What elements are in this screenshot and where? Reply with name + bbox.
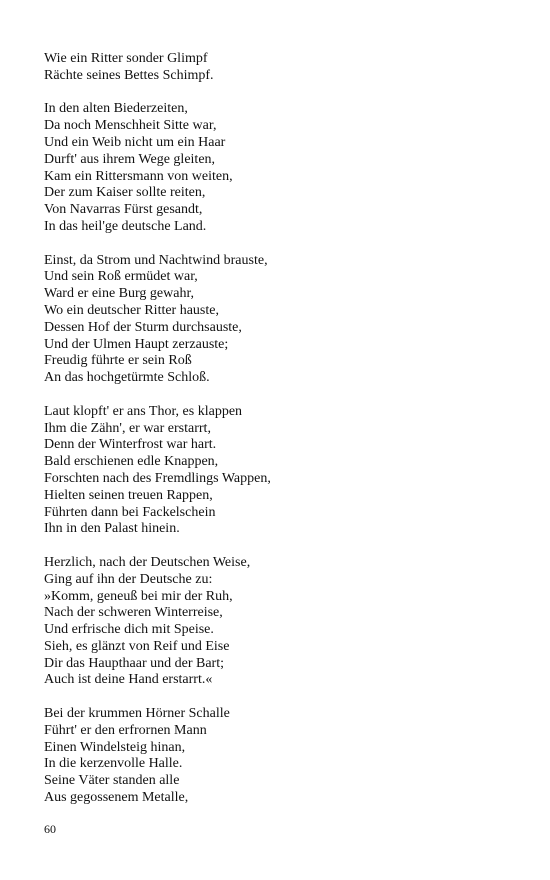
verse-line: Und erfrische dich mit Speise. — [44, 622, 214, 638]
verse-line: Bald erschienen edle Knappen, — [44, 454, 219, 470]
verse-line: Führten dann bei Fackelschein — [44, 504, 216, 520]
verse-line: Wie ein Ritter sonder Glimpf — [44, 51, 208, 66]
verse-line: Von Navarras Fürst gesandt, — [44, 202, 203, 218]
verse-line: Forschten nach des Fremdlings Wappen, — [44, 470, 271, 486]
verse-line: Wo ein deutscher Ritter hauste, — [44, 302, 219, 318]
verse-line: Aus gegossenem Metalle, — [44, 790, 189, 806]
verse-line: Herzlich, nach der Deutschen Weise, — [44, 554, 251, 570]
stanza-5 — [44, 555, 524, 689]
page-number: 60 — [44, 822, 56, 836]
verse-line: Durft' aus ihrem Wege gleiten, — [44, 151, 216, 167]
verse-line: Dir das Haupthaar und der Bart; — [44, 655, 224, 671]
verse-line: Und sein Roß ermüdet war, — [44, 269, 198, 285]
poem-text — [44, 51, 524, 824]
verse-line: Kam ein Rittersmann von weiten, — [44, 168, 233, 184]
stanza-4 — [44, 404, 524, 538]
verse-line: Laut klopft' er ans Thor, es klappen — [44, 403, 243, 419]
verse-line: »Komm, geneuß bei mir der Ruh, — [44, 588, 233, 604]
verse-line: Ihm die Zähn', er war erstarrt, — [44, 420, 211, 436]
verse-line: Da noch Menschheit Sitte war, — [44, 118, 217, 134]
verse-line: Der zum Kaiser sollte reiten, — [44, 185, 206, 201]
verse-line: Ward er eine Burg gewahr, — [44, 286, 195, 302]
stanza-1 — [44, 51, 524, 85]
verse-line: Denn der Winterfrost war hart. — [44, 437, 217, 453]
verse-line: Und ein Weib nicht um ein Haar — [44, 134, 226, 150]
verse-line: Dessen Hof der Sturm durchsauste, — [44, 319, 242, 335]
stanza-2 — [44, 101, 524, 235]
verse-line: Einen Windelsteig hinan, — [44, 739, 186, 755]
stanza-3 — [44, 253, 524, 387]
verse-line: Führt' er den erfrornen Mann — [44, 722, 207, 738]
verse-line: Nach der schweren Winterreise, — [44, 605, 223, 621]
verse-line: Auch ist deine Hand erstarrt.« — [44, 672, 213, 688]
verse-line: In das heil'ge deutsche Land. — [44, 218, 207, 234]
verse-line: Einst, da Strom und Nachtwind brauste, — [44, 252, 268, 268]
verse-line: In den alten Biederzeiten, — [44, 101, 188, 117]
verse-line: Ihn in den Palast hinein. — [44, 521, 180, 537]
verse-line: Und der Ulmen Haupt zerzauste; — [44, 336, 229, 352]
verse-line: Sieh, es glänzt von Reif und Eise — [44, 638, 230, 654]
verse-line: An das hochgetürmte Schloß. — [44, 370, 210, 386]
stanza-6 — [44, 706, 524, 807]
verse-line: In die kerzenvolle Halle. — [44, 756, 183, 772]
verse-line: Bei der krummen Hörner Schalle — [44, 706, 230, 722]
verse-line: Seine Väter standen alle — [44, 773, 180, 789]
verse-line: Ging auf ihn der Deutsche zu: — [44, 571, 213, 587]
verse-line: Freudig führte er sein Roß — [44, 353, 192, 369]
verse-line: Rächte seines Bettes Schimpf. — [44, 67, 214, 83]
verse-line: Hielten seinen treuen Rappen, — [44, 487, 213, 503]
